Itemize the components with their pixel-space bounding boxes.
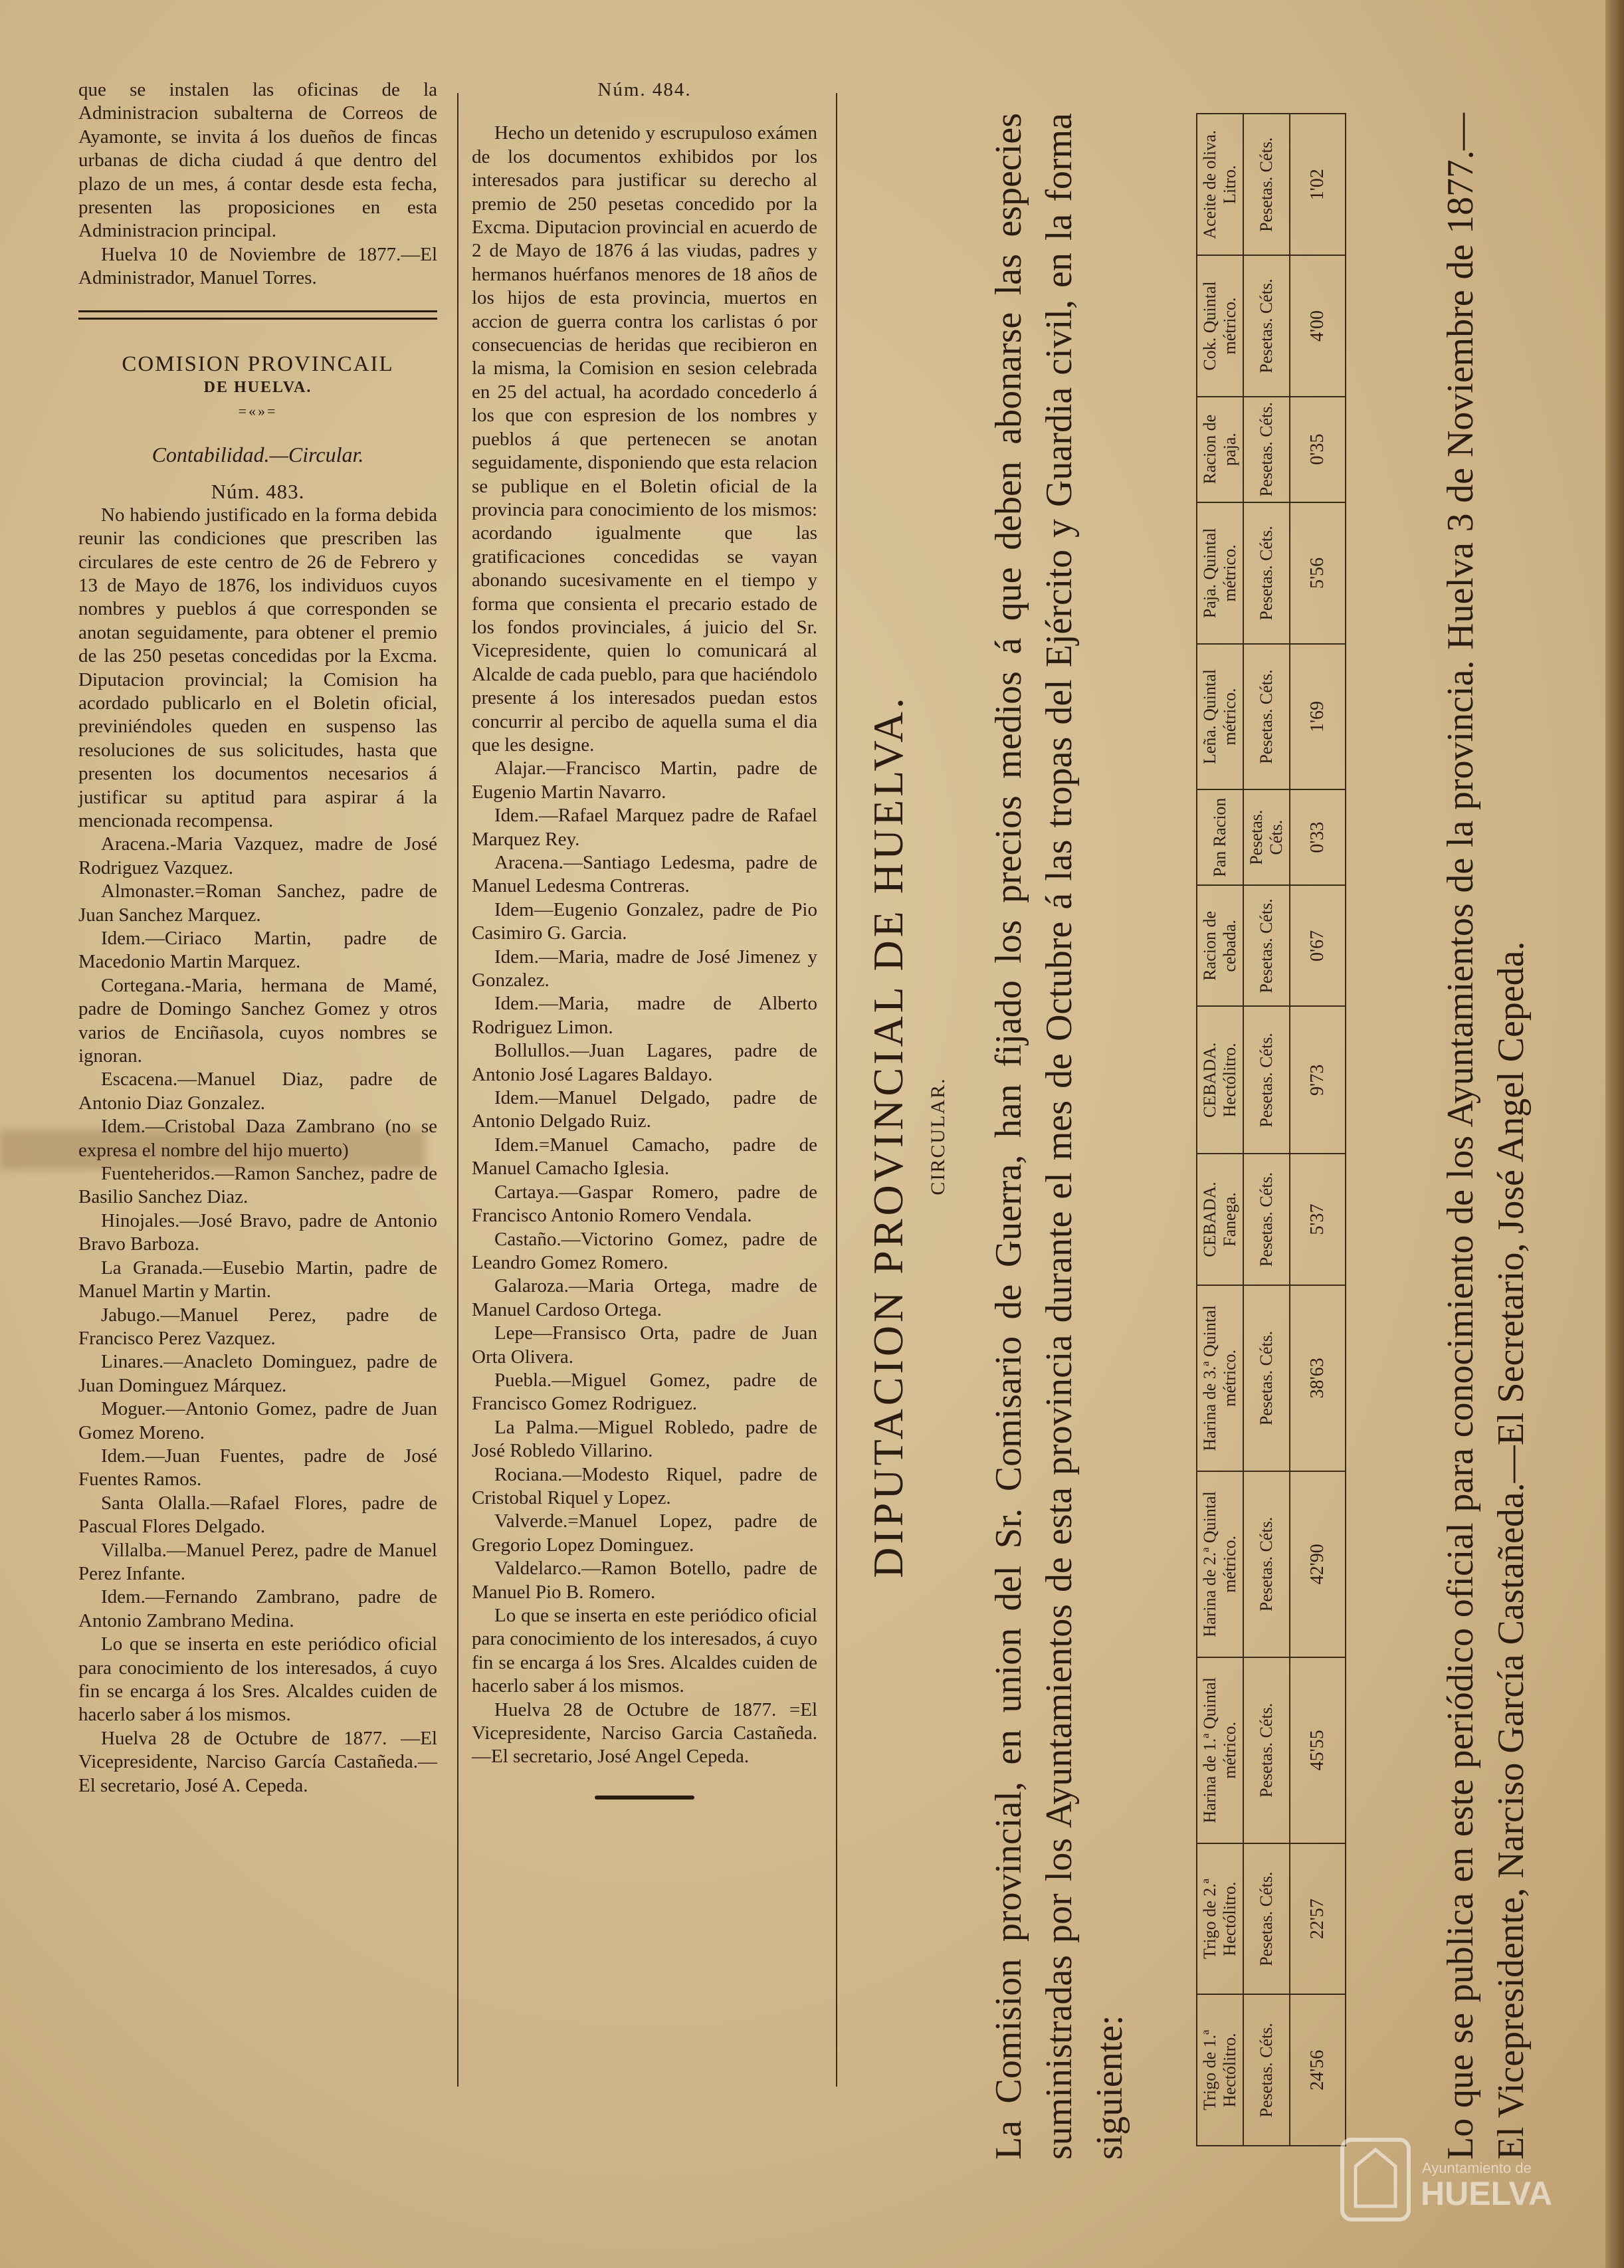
notice-signature: Huelva 10 de Noviembre de 1877.—El Administrador, Manuel Torres. [78, 243, 437, 289]
list-item: Valdelarco.—Ramon Botello, padre de Manuel Pio B. Romero. [472, 1558, 817, 1603]
col-header: CEBADA. Fanega. [1197, 1154, 1243, 1285]
value-cell: 45'55 [1290, 1657, 1346, 1843]
number-heading: Núm. 484. [597, 79, 692, 100]
value-cell: 5'37 [1290, 1154, 1346, 1285]
circular-footer: Lo que se publica en este periódico oficial para conocimiento de los Ayuntamientos de la provincia. Huelva 3 de Noviembre de 1877.—El Vicepresidente, Narciso García Castañeda.—El Secretario, José Angel Cepeda. [1440, 113, 1532, 2160]
col-header: Pan Racion [1197, 789, 1243, 885]
table-unit-row [1243, 114, 1290, 2146]
unit-cell: Pesetas. Céts. [1243, 1006, 1290, 1154]
notice-paragraph: que se instalen las oficinas de la Administracion subalterna de Correos de Ayamonte, se invita á los dueños de fincas urbanas de dicha ciudad á que dentro del plazo de un mes, á contar desde esta fecha, presenten las proposiciones en esta Administracion principal. [78, 79, 437, 242]
col-header: Harina de 2.ª Quintal métrico. [1197, 1471, 1243, 1657]
list-item: Alajar.—Francisco Martin, padre de Eugenio Martin Navarro. [472, 758, 817, 803]
col-header: Trigo de 2.ª Hectólitro. [1197, 1843, 1243, 1995]
list-item: La Granada.—Eusebio Martin, padre de Manuel Martin y Martin. [78, 1257, 437, 1302]
unit-cell: Pesetas. Céts. [1243, 789, 1290, 885]
unit-cell: Pesetas. Céts. [1243, 1285, 1290, 1471]
org-subtitle: DE HUELVA. [203, 379, 312, 397]
list-item: Cortegana.-Maria, hermana de Mamé, padre de Domingo Sanchez Gomez y otros varios de Enciñasola, cuyos nombres se ignoran. [78, 974, 437, 1067]
list-item: Cartaya.—Gaspar Romero, padre de Francisco Antonio Romero Vendala. [472, 1181, 817, 1227]
unit-cell: Pesetas. Céts. [1243, 885, 1290, 1006]
list-item: La Palma.—Miguel Robledo, padre de José Robledo Villarino. [472, 1416, 817, 1462]
list-item: Aracena.-Maria Vazquez, madre de José Rodriguez Vazquez. [78, 833, 437, 878]
list-item: Escacena.—Manuel Diaz, padre de Antonio Diaz Gonzalez. [78, 1069, 437, 1114]
table-value-row [1290, 114, 1346, 2146]
col-header: Aceite de oliva. Litro. [1197, 114, 1243, 255]
list-item: Idem.—Ciriaco Martin, padre de Macedonio Martin Marquez. [78, 928, 437, 973]
column-rule [457, 93, 458, 2087]
closing-paragraph: Lo que se inserta en este periódico oficial para conocimiento de los interesados, á cuyo fin se encarga á los Sres. Alcaldes cuiden de hacerlo saber á los mismos. [472, 1605, 817, 1697]
value-cell: 24'56 [1290, 1994, 1346, 2146]
column-middle [472, 78, 817, 1800]
unit-cell: Pesetas. Céts. [1243, 1843, 1290, 1995]
value-cell: 38'63 [1290, 1285, 1346, 1471]
list-item: Idem—Eugenio Gonzalez, padre de Pio Casimiro G. Garcia. [472, 898, 817, 944]
unit-cell: Pesetas. Céts. [1243, 502, 1290, 644]
column-rule [836, 93, 837, 2087]
unit-cell: Pesetas. Céts. [1243, 397, 1290, 502]
value-cell: 0'35 [1290, 397, 1346, 502]
list-item: Santa Olalla.—Rafael Flores, padre de Pascual Flores Delgado. [78, 1492, 437, 1538]
col-header: Cok. Quintal métrico. [1197, 255, 1243, 396]
page-edge [1605, 0, 1624, 2268]
table-header-row [1197, 114, 1243, 2146]
circular-intro: La Comision provincial, en union del Sr. Comisario de Guerra, han fijado los precios medios á que deben abonarse las especies suministradas por los Ayuntamientos de esta provincia durante el mes de Octubre á las tropas del Ejército y Guardia civil, en la forma siguiente: [988, 113, 1130, 2160]
list-item: Idem.—Fernando Zambrano, padre de Antonio Zambrano Medina. [78, 1586, 437, 1631]
value-cell: 0'33 [1290, 789, 1346, 885]
list-item: Hinojales.—José Bravo, padre de Antonio Bravo Barboza. [78, 1209, 437, 1255]
list-item: Idem.—Maria, madre de Alberto Rodriguez Limon. [472, 993, 817, 1038]
unit-cell: Pesetas. Céts. [1243, 644, 1290, 789]
value-cell: 4'00 [1290, 255, 1346, 396]
value-cell: 5'56 [1290, 502, 1346, 644]
list-item: Idem.—Juan Fuentes, padre de José Fuentes Ramos. [78, 1445, 437, 1491]
list-item: Idem.—Cristobal Daza Zambrano (no se expresa el nombre del hijo muerto) [78, 1116, 437, 1161]
list-item: Villalba.—Manuel Perez, padre de Manuel Perez Infante. [78, 1539, 437, 1584]
circular-title: DIPUTACION PROVINCIAL DE HUELVA. [864, 694, 912, 1578]
list-item: Galaroza.—Maria Ortega, madre de Manuel Cardoso Ortega. [472, 1275, 817, 1320]
ornament: =«»= [238, 403, 278, 420]
list-item: Almonaster.=Roman Sanchez, padre de Juan Sanchez Marquez. [78, 880, 437, 926]
value-cell: 22'57 [1290, 1843, 1346, 1995]
value-cell: 1'69 [1290, 644, 1346, 789]
col-header: Harina de 3.ª Quintal métrico. [1197, 1285, 1243, 1471]
list-item: Fuenteheridos.—Ramon Sanchez, padre de Basilio Sanchez Diaz. [78, 1163, 437, 1208]
rotated-circular [851, 86, 1595, 2186]
body-paragraph: Hecho un detenido y escrupuloso exámen de los documentos exhibidos por los interesados para justificar su derecho al premio de 250 pesetas concedido por la Excma. Diputacion provincial en acuerdo de 2 de Mayo de 1876 á las viudas, padres y hermanos huérfanos menores de 18 años de los hijos de esta provincia, muertos en accion de guerra contra los carlistas ó por consecuencias de heridas que recibieron en la misma, la Comision en sesion celebrada en 25 del actual, ha acordado concederlo á los que con espresion de los nombres y pueblos á que pertenecen se anotan seguidamente, disponiendo que esta relacion se publique en el Boletin oficial de la provincia para conocimiento de los mismos: acordando igualmente que las gratificaciones concedidas se vayan abonando sucesivamente en el tiempo y forma que consienta el precario estado de los fondos provinciales, á juicio del Sr. Vicepresidente, quien lo comunicará al Alcalde de cada pueblo, para que haciéndolo presente á los interesados puedan estos concurrir al percibo de aquella suma el dia que les designe. [472, 122, 817, 756]
value-cell: 1'02 [1290, 114, 1346, 255]
signature: Huelva 28 de Octubre de 1877. —El Vicepresidente, Narciso García Castañeda.—El secretario, José A. Cepeda. [78, 1727, 437, 1796]
value-cell: 42'90 [1290, 1471, 1346, 1657]
unit-cell: Pesetas. Céts. [1243, 1154, 1290, 1285]
section-heading: Contabilidad.—Circular. [152, 442, 364, 466]
list-item: Jabugo.—Manuel Perez, padre de Francisco Perez Vazquez. [78, 1304, 437, 1349]
section-divider [78, 310, 437, 320]
list-item: Aracena.—Santiago Ledesma, padre de Manuel Ledesma Contreras. [472, 852, 817, 897]
col-header: Racion de cebada. [1197, 885, 1243, 1006]
col-header: Leña. Quintal métrico. [1197, 644, 1243, 789]
unit-cell: Pesetas. Céts. [1243, 1657, 1290, 1843]
col-header: Trigo de 1.ª Hectólitro. [1197, 1994, 1243, 2146]
shield-icon [1336, 2126, 1588, 2226]
col-header: Harina de 1.ª Quintal métrico. [1197, 1657, 1243, 1843]
list-item: Idem.—Rafael Marquez padre de Rafael Marquez Rey. [472, 805, 817, 850]
body-paragraph: No habiendo justificado en la forma debida reunir las condiciones que prescriben las circulares de este centro de 26 de Febrero y 13 de Mayo de 1876, los individuos cuyos nombres y pueblos á que corresponden se anotan seguidamente, para obtener el premio de las 250 pesetas concedidas por la Excma. Diputacion provincial; la Comision ha acordado publicarlo en el Boletin oficial, previniéndoles queden en suspenso las resoluciones de sus solicitudes, hasta que presenten los documentos necesarios á justificar su aptitud para aspirar á la mencionada recompensa. [78, 504, 437, 831]
col-header: CEBADA. Hectólitro. [1197, 1006, 1243, 1154]
list-item: Idem.=Manuel Camacho, padre de Manuel Camacho Iglesia. [472, 1134, 817, 1180]
list-item: Bollullos.—Juan Lagares, padre de Antonio José Lagares Baldayo. [472, 1040, 817, 1085]
col-header: Paja. Quintal métrico. [1197, 502, 1243, 644]
list-item: Puebla.—Miguel Gomez, padre de Francisco Gomez Rodriguez. [472, 1369, 817, 1415]
value-cell: 9'73 [1290, 1006, 1346, 1154]
column-left [78, 78, 437, 1798]
list-item: Castaño.—Victorino Gomez, padre de Leandro Gomez Romero. [472, 1228, 817, 1273]
list-item: Moguer.—Antonio Gomez, padre de Juan Gomez Moreno. [78, 1398, 437, 1443]
unit-cell: Pesetas. Céts. [1243, 1471, 1290, 1657]
price-table [1196, 113, 1346, 2146]
number-heading: Núm. 483. [211, 480, 305, 504]
list-item: Lepe—Fransisco Orta, padre de Juan Orta Olivera. [472, 1322, 817, 1368]
end-rule [595, 1796, 694, 1800]
unit-cell: Pesetas. Céts. [1243, 255, 1290, 396]
value-cell: 0'67 [1290, 885, 1346, 1006]
list-item: Rociana.—Modesto Riquel, padre de Cristobal Riquel y Lopez. [472, 1463, 817, 1508]
signature: Huelva 28 de Octubre de 1877. =El Vicepresidente, Narciso Garcia Castañeda.—El secretario, José Angel Cepeda. [472, 1699, 817, 1768]
list-item: Linares.—Anacleto Dominguez, padre de Juan Dominguez Márquez. [78, 1351, 437, 1396]
col-header: Racion de paja. [1197, 397, 1243, 502]
org-title: COMISION PROVINCAIL [122, 352, 394, 376]
unit-cell: Pesetas. Céts. [1243, 114, 1290, 255]
closing-paragraph: Lo que se inserta en este periódico oficial para conocimiento de los interesados, á cuyo fin se encarga á los Sres. Alcaldes cuiden de hacerlo saber á los mismos. [78, 1633, 437, 1726]
list-item: Idem.—Manuel Delgado, padre de Antonio Delgado Ruiz. [472, 1087, 817, 1132]
list-item: Idem.—Maria, madre de José Jimenez y Gonzalez. [472, 946, 817, 991]
list-item: Valverde.=Manuel Lopez, padre de Gregorio Lopez Dominguez. [472, 1510, 817, 1556]
city-logo [1336, 2126, 1588, 2226]
circular-label: CIRCULAR. [927, 1077, 949, 1195]
logo-line2: HUELVA [1421, 2175, 1553, 2212]
unit-cell: Pesetas. Céts. [1243, 1994, 1290, 2146]
logo-line1: Ayuntamiento de [1422, 2160, 1532, 2176]
